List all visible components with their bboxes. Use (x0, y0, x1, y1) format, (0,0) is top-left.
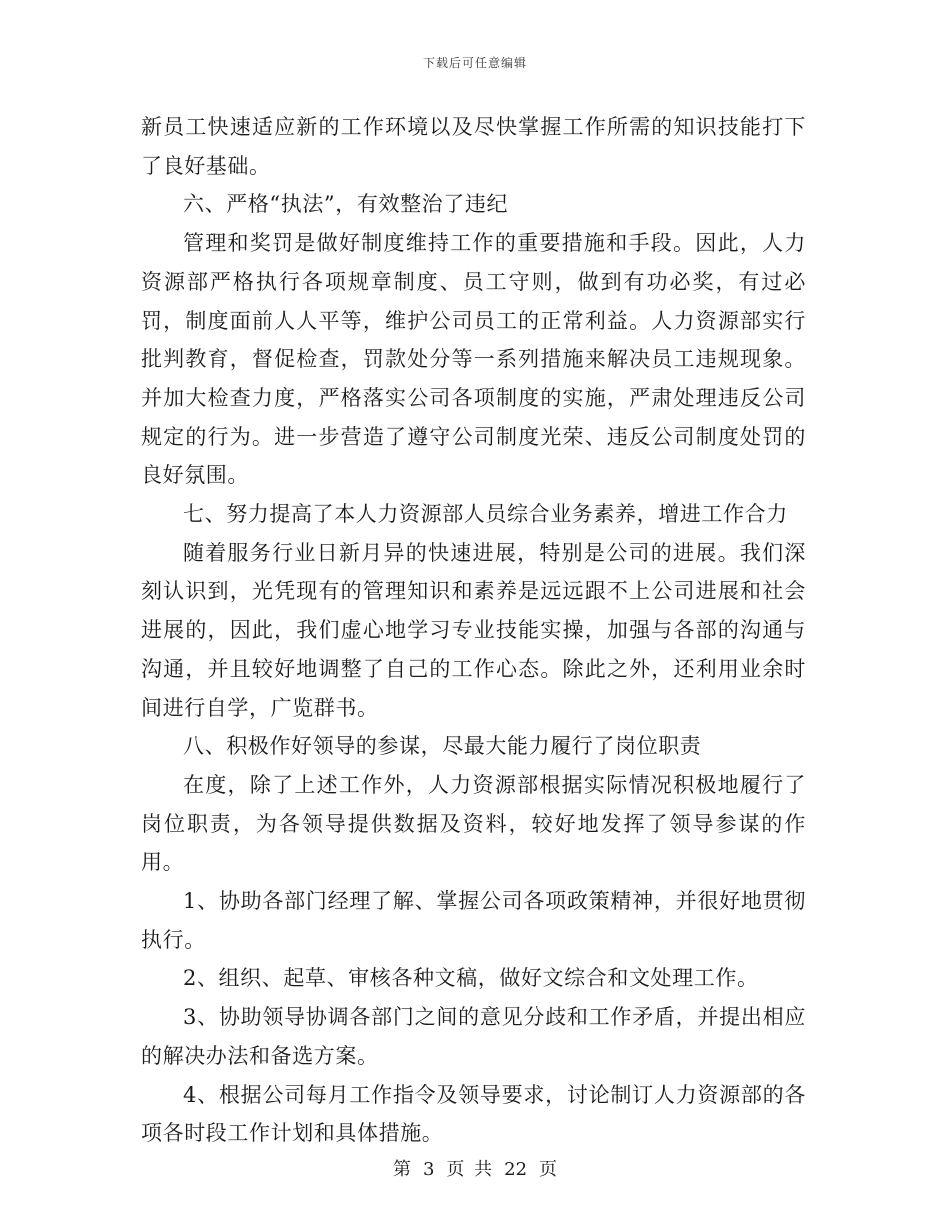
document-body (141, 108, 806, 1153)
footer-current-page: 3 (422, 1159, 435, 1180)
page-footer (0, 1155, 950, 1181)
list-item-1: 1、协助各部门经理了解、掌握公司各项政策精神，并很好地贯彻执行。 (141, 889, 806, 952)
section-heading-6: 六、严格“执法”，有效整治了违纪 (183, 192, 509, 217)
list-item-3: 3、协助领导协调各部门之间的意见分歧和工作矛盾，并提出相应的解决办法和备选方案。 (141, 1005, 806, 1068)
footer-total-pages: 22 (504, 1159, 528, 1180)
paragraph-discipline: 管理和奖罚是做好制度维持工作的重要措施和手段。因此，人力资源部严格执行各项规章制度、员工守则，做到有功必奖，有过必罚，制度面前人人平等，维护公司员工的正常利益。人力资源部实行批判教育，督促检查，罚款处分等一系列措施来解决员工违规现象。并加大检查力度，严格落实公司各项制度的实施，严肃处理违反公司规定的行为。进一步营造了遵守公司制度光荣、违反公司制度处罚的良好氛围。 (141, 231, 806, 488)
footer-suffix: 页 (539, 1159, 558, 1180)
page-header: 下载后可任意编辑 (422, 56, 527, 70)
footer-middle: 页 共 (446, 1159, 493, 1180)
paragraph-1: 新员工快速适应新的工作环境以及尽快掌握工作所需的知识技能打下了良好基础。 (141, 115, 806, 178)
paragraph-training: 随着服务行业日新月异的快速进展，特别是公司的进展。我们深刻认识到，光凭现有的管理知识和素养是远远跟不上公司进展和社会进展的，因此，我们虚心地学习专业技能实操，加强与各部的沟通与沟通，并且较好地调整了自己的工作心态。除此之外，还利用业余时间进行自学，广览群书。 (141, 540, 806, 720)
list-item-4: 4、根据公司每月工作指令及领导要求，讨论制订人力资源部的各项各时段工作计划和具体措施。 (141, 1082, 806, 1146)
section-heading-7: 七、努力提高了本人力资源部人员综合业务素养，增进工作合力 (183, 502, 788, 527)
list-item-2: 2、组织、起草、审核各种文稿，做好文综合和文处理工作。 (183, 966, 759, 991)
paragraph-duties: 在度，除了上述工作外，人力资源部根据实际情况积极地履行了岗位职责，为各领导提供数据及资料，较好地发挥了领导参谋的作用。 (141, 772, 806, 875)
section-heading-8: 八、积极作好领导的参谋，尽最大能力履行了岗位职责 (183, 734, 702, 759)
footer-prefix: 第 (392, 1159, 411, 1180)
